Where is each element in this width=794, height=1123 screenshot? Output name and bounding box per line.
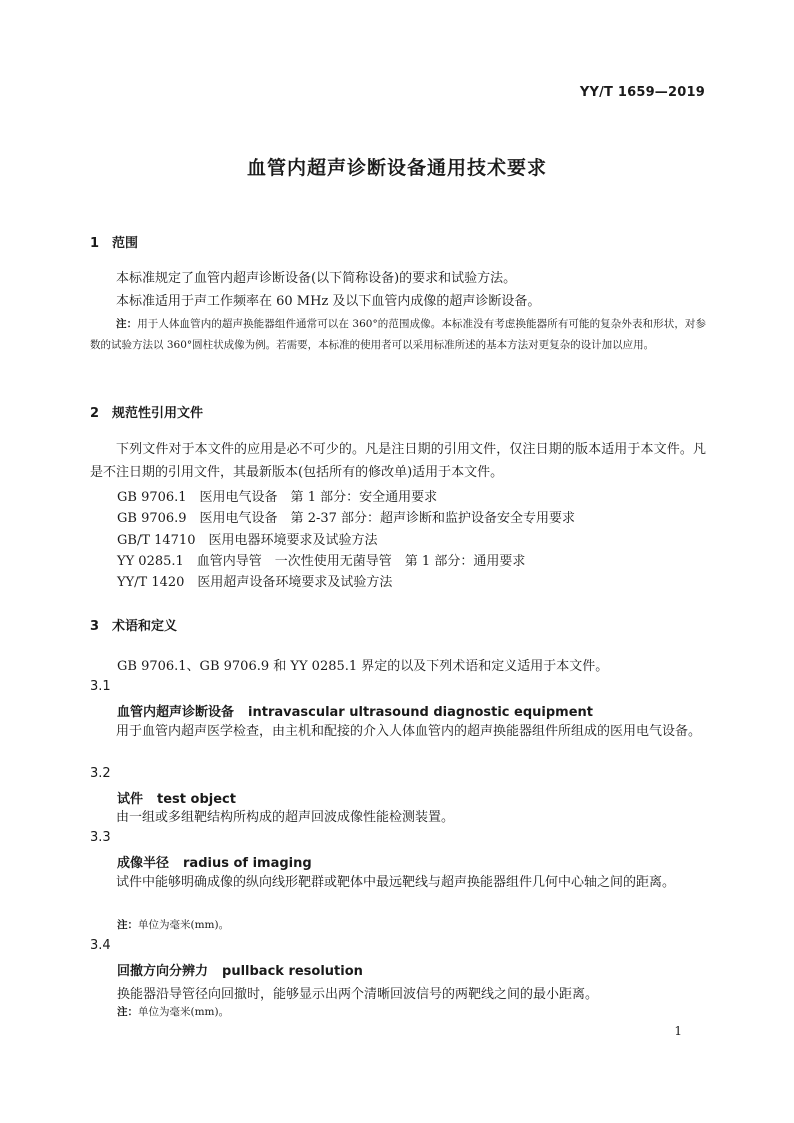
term-heading bbox=[117, 960, 363, 979]
section-heading-terms bbox=[90, 615, 177, 634]
scope-paragraph-1: 本标准规定了血管内超声诊断设备(以下简称设备)的要求和试验方法。 bbox=[116, 271, 517, 286]
section-number: 1 bbox=[90, 236, 100, 251]
section-title: 规范性引用文件 bbox=[112, 406, 204, 421]
section-number: 2 bbox=[90, 406, 100, 421]
reference-item: YY 0285.1 血管内导管 一次性使用无菌导管 第 1 部分：通用要求 bbox=[117, 554, 526, 569]
term-zh: 成像半径 bbox=[117, 856, 170, 871]
term-note bbox=[117, 1004, 229, 1019]
term-note bbox=[117, 917, 229, 932]
term-en: test object bbox=[157, 792, 236, 807]
section-title: 范围 bbox=[112, 236, 139, 251]
section-heading-normative-references bbox=[90, 402, 203, 421]
reference-item: GB 9706.9 医用电气设备 第 2-37 部分：超声诊断和监护设备安全专用要求 bbox=[117, 511, 576, 526]
note-text: 单位为毫米(mm)。 bbox=[138, 1006, 230, 1018]
term-zh: 血管内超声诊断设备 bbox=[117, 705, 235, 720]
term-heading bbox=[117, 788, 236, 807]
section-number: 3 bbox=[90, 619, 100, 634]
section-heading-scope bbox=[90, 232, 138, 251]
document-title: 血管内超声诊断设备通用技术要求 bbox=[246, 157, 547, 179]
term-definition: 用于血管内超声医学检查，由主机和配接的介入人体血管内的超声换能器组件所组成的医用电气设备。 bbox=[116, 724, 702, 739]
reference-item: GB 9706.1 医用电气设备 第 1 部分：安全通用要求 bbox=[117, 490, 438, 505]
term-definition: 换能器沿导管径向回撤时，能够显示出两个清晰回波信号的两靶线之间的最小距离。 bbox=[117, 987, 599, 1002]
note-label: 注： bbox=[117, 919, 138, 931]
term-en: pullback resolution bbox=[222, 964, 363, 979]
terms-intro: GB 9706.1、GB 9706.9 和 YY 0285.1 界定的以及下列术语和定义适用于本文件。 bbox=[117, 659, 609, 674]
note-label: 注： bbox=[117, 1006, 138, 1018]
scope-paragraph-2: 本标准适用于声工作频率在 60 MHz 及以下血管内成像的超声诊断设备。 bbox=[116, 294, 541, 309]
standard-code: YY/T 1659—2019 bbox=[579, 85, 705, 100]
term-heading bbox=[117, 852, 312, 871]
term-number: 3.3 bbox=[90, 830, 111, 845]
note-label: 注： bbox=[116, 318, 138, 330]
note-text: 单位为毫米(mm)。 bbox=[138, 919, 230, 931]
term-en: intravascular ultrasound diagnostic equipment bbox=[248, 705, 593, 720]
page-number: 1 bbox=[674, 1024, 682, 1038]
term-number: 3.2 bbox=[90, 766, 111, 781]
references-intro: 下列文件对于本文件的应用是必不可少的。凡是注日期的引用文件，仅注日期的版本适用于本文件。凡是不注日期的引用文件，其最新版本(包括所有的修改单)适用于本文件。 bbox=[90, 442, 706, 480]
reference-item: YY/T 1420 医用超声设备环境要求及试验方法 bbox=[117, 575, 393, 590]
term-number: 3.1 bbox=[90, 679, 111, 694]
scope-note bbox=[90, 314, 706, 356]
section-title: 术语和定义 bbox=[112, 619, 178, 634]
term-number: 3.4 bbox=[90, 938, 111, 953]
term-definition: 试件中能够明确成像的纵向线形靶群或靶体中最远靶线与超声换能器组件几何中心轴之间的距离。 bbox=[116, 875, 676, 890]
reference-item: GB/T 14710 医用电器环境要求及试验方法 bbox=[117, 533, 378, 548]
term-en: radius of imaging bbox=[183, 856, 312, 871]
term-zh: 试件 bbox=[117, 792, 144, 807]
term-heading bbox=[117, 701, 593, 720]
term-zh: 回撤方向分辨力 bbox=[117, 964, 209, 979]
note-text: 用于人体血管内的超声换能器组件通常可以在 360°的范围成像。本标准没有考虑换能器所有可能的复杂外表和形状，对参数的试验方法以 360°圆柱状成像为例。若需要，本标准的使用者可以采用标准所述的基本方法对更复杂的设计加以应用。 bbox=[90, 318, 706, 351]
term-definition: 由一组或多组靶结构所构成的超声回波成像性能检测装置。 bbox=[116, 810, 455, 825]
